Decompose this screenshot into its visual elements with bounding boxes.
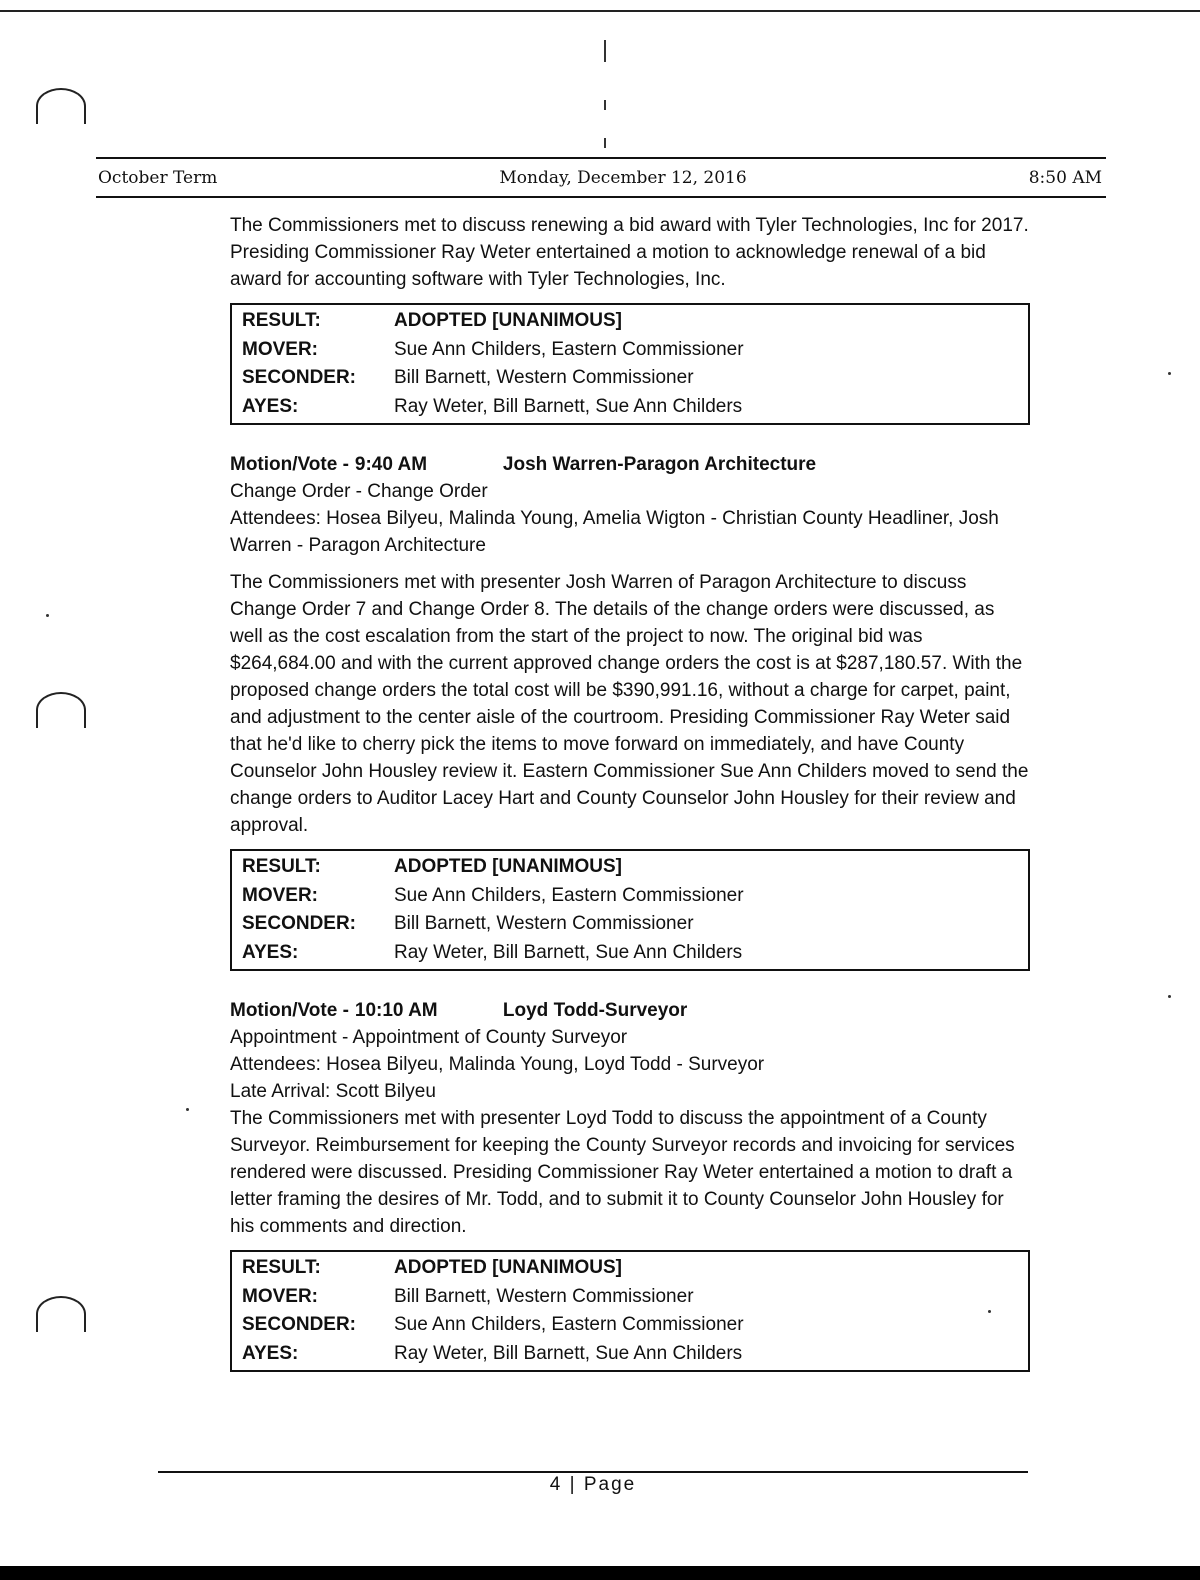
vote-seconder: Sue Ann Childers, Eastern Commissioner <box>394 1314 744 1335</box>
motion-subject: Change Order - Change Order <box>230 481 488 502</box>
vote-ayes: Ray Weter, Bill Barnett, Sue Ann Childers <box>394 395 743 417</box>
vote-label: SECONDER: <box>242 1314 357 1335</box>
vote-seconder: Bill Barnett, Western Commissioner <box>394 913 694 934</box>
header-top-rule <box>96 157 1106 159</box>
vote-row-seconder <box>242 910 1018 939</box>
vote-mover: Bill Barnett, Western Commissioner <box>394 1285 694 1307</box>
vote-label: AYES: <box>242 1342 299 1364</box>
vote-box <box>230 303 1030 425</box>
scan-artifact <box>604 100 606 110</box>
vote-label: RESULT: <box>242 1257 321 1278</box>
motion-paragraph: The Commissioners met with presenter Loyd Todd to discuss the appointment of a County Surveyor. Reimbursement for keeping the County Surveyor records and invoicing for services rendered were discussed. Presiding Commissioner Ray Weter entertained a motion to draft a letter framing the desires of Mr. Todd, and to submit it to County Counselor John Housley for his comments and direction. <box>230 1108 1015 1237</box>
intro-paragraph: The Commissioners met to discuss renewing a bid award with Tyler Technologies, Inc for 2017. Presiding Commissioner Ray Weter entertained a motion to acknowledge renewal of a bid award for accounting software with Tyler Technologies, Inc. <box>230 215 1029 290</box>
binder-hole-mark <box>36 88 86 124</box>
scan-speck <box>46 614 49 617</box>
vote-row-ayes <box>242 1340 1018 1369</box>
motion-attendees: Attendees: Hosea Bilyeu, Malinda Young, Loyd Todd - Surveyor <box>230 1054 765 1075</box>
scan-speck <box>186 1108 189 1111</box>
vote-mover: Sue Ann Childers, Eastern Commissioner <box>394 338 744 360</box>
vote-label: MOVER: <box>242 338 318 360</box>
vote-seconder: Bill Barnett, Western Commissioner <box>394 367 694 388</box>
motion-paragraph: The Commissioners met with presenter Josh Warren of Paragon Architecture to discuss Change Order 7 and Change Order 8. The details of the change orders were discussed, as well as the cost escalation from the start of the project to now. The original bid was $264,684.00 and with the current approved change orders the cost is at $287,180.57. With the proposed change orders the total cost will be $390,991.16, without a charge for carpet, paint, and adjustment to the center aisle of the courtroom. Presiding Commissioner Ray Weter said that he'd like to cherry pick the items to move forward on immediately, and have County Counselor John Housley review it. Eastern Commissioner Sue Ann Childers moved to send the change orders to Auditor Lacey Hart and County Counselor John Housley for their review and approval. <box>230 572 1029 836</box>
vote-result: ADOPTED [UNANIMOUS] <box>394 1257 622 1278</box>
motion-presenter: Josh Warren-Paragon Architecture <box>502 454 817 475</box>
scan-speck <box>1168 995 1171 998</box>
vote-row-ayes <box>242 939 1018 968</box>
vote-label: SECONDER: <box>242 367 357 388</box>
page-header <box>98 165 1102 191</box>
motion-subject: Appointment - Appointment of County Surveyor <box>230 1027 628 1048</box>
vote-mover: Sue Ann Childers, Eastern Commissioner <box>394 884 744 906</box>
vote-box <box>230 849 1030 971</box>
vote-row-mover <box>242 1283 1018 1312</box>
motion-time: 10:10 AM <box>354 1000 438 1021</box>
motion-label: Motion/Vote - <box>230 1000 349 1021</box>
vote-row-mover <box>242 882 1018 911</box>
vote-box <box>230 1250 1030 1372</box>
header-term: October Term <box>98 168 218 188</box>
vote-result: ADOPTED [UNANIMOUS] <box>394 310 622 331</box>
footer-rule <box>158 1471 1028 1473</box>
motion-attendees: Attendees: Hosea Bilyeu, Malinda Young, Amelia Wigton - Christian County Headliner, Josh Warren - Paragon Architecture <box>230 508 999 556</box>
vote-result: ADOPTED [UNANIMOUS] <box>394 856 622 877</box>
vote-ayes: Ray Weter, Bill Barnett, Sue Ann Childers <box>394 1342 743 1364</box>
binder-hole-mark <box>36 1296 86 1332</box>
vote-ayes: Ray Weter, Bill Barnett, Sue Ann Childers <box>394 941 743 963</box>
vote-row-result <box>242 853 1018 882</box>
vote-label: MOVER: <box>242 884 318 906</box>
binder-hole-mark <box>36 692 86 728</box>
scan-artifact <box>604 40 606 62</box>
header-time: 8:50 AM <box>1028 168 1102 188</box>
vote-label: RESULT: <box>242 310 321 331</box>
minutes-body <box>230 212 1030 1398</box>
header-bottom-rule <box>96 196 1106 198</box>
vote-row-ayes <box>242 393 1018 422</box>
motion-presenter: Loyd Todd-Surveyor <box>502 1000 688 1021</box>
motion-heading <box>230 997 1030 1024</box>
vote-row-result <box>242 307 1018 336</box>
vote-row-seconder <box>242 364 1018 393</box>
scan-artifact <box>604 138 606 148</box>
vote-row-result <box>242 1254 1018 1283</box>
scan-edge-top <box>0 10 1200 12</box>
motion-time: 9:40 AM <box>354 454 428 475</box>
late-arrival: Late Arrival: Scott Bilyeu <box>230 1081 436 1102</box>
scan-speck <box>988 1310 991 1313</box>
vote-label: RESULT: <box>242 856 321 877</box>
header-date: Monday, December 12, 2016 <box>499 168 747 188</box>
motion-label: Motion/Vote - <box>230 454 349 475</box>
vote-row-mover <box>242 336 1018 365</box>
vote-row-seconder <box>242 1311 1018 1340</box>
vote-label: SECONDER: <box>242 913 357 934</box>
vote-label: MOVER: <box>242 1285 318 1307</box>
scan-edge-bottom <box>0 1566 1200 1580</box>
vote-label: AYES: <box>242 941 299 963</box>
motion-heading <box>230 451 1030 478</box>
scan-speck <box>1168 372 1171 375</box>
vote-label: AYES: <box>242 395 299 417</box>
page-number: 4 | Page <box>549 1474 637 1495</box>
